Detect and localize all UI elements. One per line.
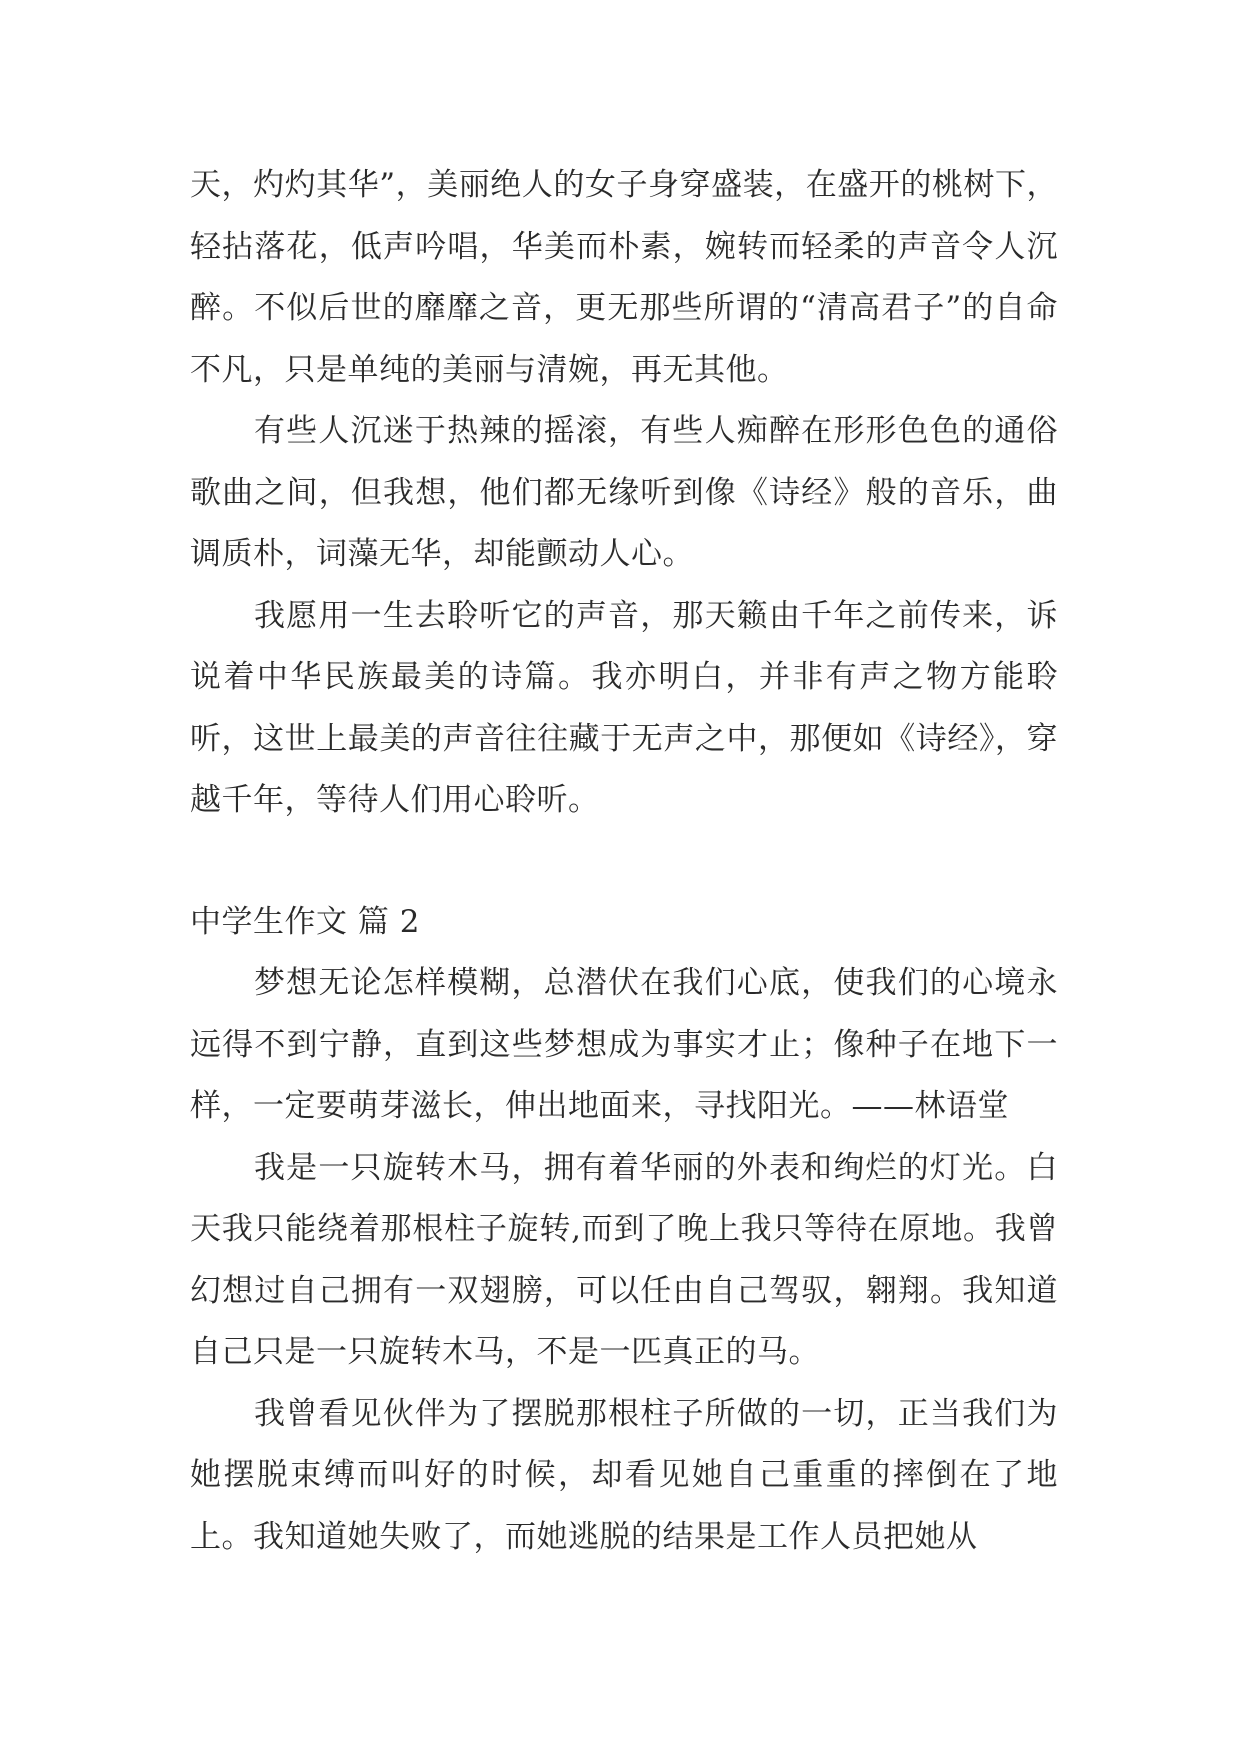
paragraph: 我愿用一生去聆听它的声音，那天籁由千年之前传来，诉说着中华民族最美的诗篇。我亦明白，并非有声之物方能聆听，这世上最美的声音往往藏于无声之中，那便如《诗经》，穿越千年，等待人们用心聆听。 <box>190 597 1058 818</box>
paragraph: 有些人沉迷于热辣的摇滚，有些人痴醉在形形色色的通俗歌曲之间，但我想，他们都无缘听到像《诗经》般的音乐，曲调质朴，词藻无华，却能颤动人心。 <box>190 413 1058 572</box>
document-body <box>190 155 1058 1568</box>
paragraph: 我曾看见伙伴为了摆脱那根柱子所做的一切，正当我们为她摆脱束缚而叫好的时候，却看见她自己重重的摔倒在了地上。我知道她失败了，而她逃脱的结果是工作人员把她从 <box>190 1395 1058 1555</box>
paragraph-quote: 梦想无论怎样模糊，总潜伏在我们心底，使我们的心境永远得不到宁静，直到这些梦想成为事实才止；像种子在地下一样，一定要萌芽滋长，伸出地面来，寻找阳光。——林语堂 <box>190 965 1058 1124</box>
paragraph: 我是一只旋转木马，拥有着华丽的外表和绚烂的灯光。白天我只能绕着那根柱子旋转,而到了晚上我只等待在原地。我曾幻想过自己拥有一双翅膀，可以任由自己驾驭，翱翔。我知道自己只是一只旋转木马，不是一匹真正的马。 <box>190 1149 1058 1370</box>
section-title: 中学生作文 篇 2 <box>190 903 420 940</box>
paragraph-continuation: 天，灼灼其华”，美丽绝人的女子身穿盛装，在盛开的桃树下，轻拈落花，低声吟唱，华美而朴素，婉转而轻柔的声音令人沉醉。不似后世的靡靡之音，更无那些所谓的“清高君子”的自命不凡，只是单纯的美丽与清婉，再无其他。 <box>190 167 1058 388</box>
